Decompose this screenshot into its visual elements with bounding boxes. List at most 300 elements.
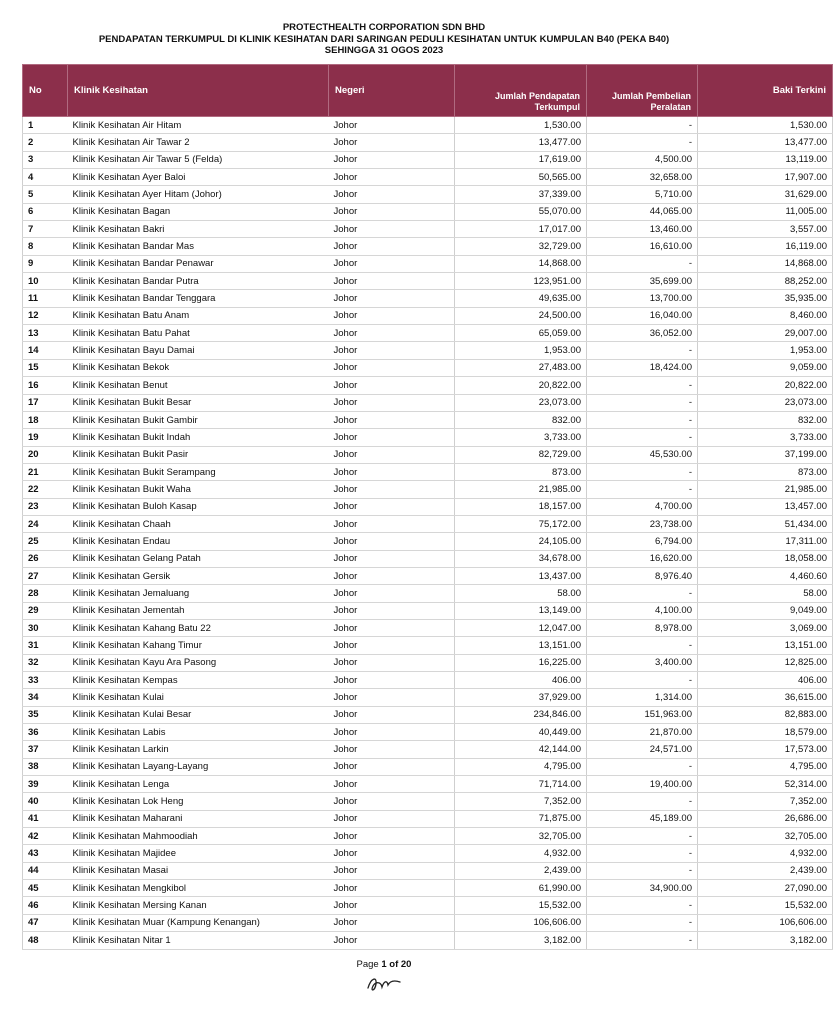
cell-klinik: Klinik Kesihatan Gelang Patah [68, 550, 329, 567]
cell-negeri: Johor [329, 619, 455, 636]
cell-no: 35 [23, 706, 68, 723]
cell-pembelian: 6,794.00 [587, 533, 698, 550]
cell-klinik: Klinik Kesihatan Majidee [68, 845, 329, 862]
cell-baki: 58.00 [698, 585, 833, 602]
cell-baki: 51,434.00 [698, 515, 833, 532]
cell-klinik: Klinik Kesihatan Bukit Gambir [68, 411, 329, 428]
table-row [23, 429, 833, 446]
cell-no: 47 [23, 914, 68, 931]
table-row [23, 810, 833, 827]
cell-klinik: Klinik Kesihatan Kahang Timur [68, 637, 329, 654]
cell-klinik: Klinik Kesihatan Endau [68, 533, 329, 550]
cell-negeri: Johor [329, 186, 455, 203]
cell-pembelian: 19,400.00 [587, 776, 698, 793]
table-row [23, 498, 833, 515]
cell-no: 7 [23, 221, 68, 238]
cell-klinik: Klinik Kesihatan Kahang Batu 22 [68, 619, 329, 636]
cell-pembelian: - [587, 828, 698, 845]
cell-no: 29 [23, 602, 68, 619]
cell-baki: 8,460.00 [698, 307, 833, 324]
cell-klinik: Klinik Kesihatan Layang-Layang [68, 758, 329, 775]
cell-no: 25 [23, 533, 68, 550]
cell-pembelian: 1,314.00 [587, 689, 698, 706]
cell-pembelian: - [587, 429, 698, 446]
page-of: of [389, 959, 399, 970]
column-header-no: No [23, 65, 68, 117]
table-row [23, 446, 833, 463]
page-footer [0, 959, 768, 970]
cell-pendapatan: 4,932.00 [455, 845, 587, 862]
cell-baki: 52,314.00 [698, 776, 833, 793]
cell-baki: 832.00 [698, 411, 833, 428]
table-row [23, 411, 833, 428]
cell-baki: 20,822.00 [698, 377, 833, 394]
table-body [23, 117, 833, 950]
cell-baki: 13,477.00 [698, 134, 833, 151]
cell-baki: 17,573.00 [698, 741, 833, 758]
cell-negeri: Johor [329, 897, 455, 914]
cell-baki: 106,606.00 [698, 914, 833, 931]
cell-pendapatan: 2,439.00 [455, 862, 587, 879]
cell-negeri: Johor [329, 672, 455, 689]
cell-negeri: Johor [329, 776, 455, 793]
cell-negeri: Johor [329, 585, 455, 602]
cell-klinik: Klinik Kesihatan Gersik [68, 567, 329, 584]
cell-klinik: Klinik Kesihatan Mengkibol [68, 880, 329, 897]
cell-negeri: Johor [329, 394, 455, 411]
cell-klinik: Klinik Kesihatan Air Tawar 5 (Felda) [68, 151, 329, 168]
cell-klinik: Klinik Kesihatan Bukit Waha [68, 481, 329, 498]
cell-no: 26 [23, 550, 68, 567]
cell-pendapatan: 23,073.00 [455, 394, 587, 411]
cell-negeri: Johor [329, 307, 455, 324]
cell-klinik: Klinik Kesihatan Ayer Baloi [68, 169, 329, 186]
cell-baki: 29,007.00 [698, 325, 833, 342]
cell-pendapatan: 55,070.00 [455, 203, 587, 220]
cell-pendapatan: 34,678.00 [455, 550, 587, 567]
cell-pembelian: 24,571.00 [587, 741, 698, 758]
cell-negeri: Johor [329, 221, 455, 238]
cell-negeri: Johor [329, 325, 455, 342]
cell-no: 1 [23, 117, 68, 134]
cell-baki: 1,953.00 [698, 342, 833, 359]
cell-baki: 26,686.00 [698, 810, 833, 827]
cell-pembelian: - [587, 914, 698, 931]
cell-pembelian: 45,530.00 [587, 446, 698, 463]
table-row [23, 637, 833, 654]
table-row [23, 290, 833, 307]
cell-no: 3 [23, 151, 68, 168]
cell-klinik: Klinik Kesihatan Bayu Damai [68, 342, 329, 359]
table-row [23, 186, 833, 203]
cell-baki: 36,615.00 [698, 689, 833, 706]
cell-pembelian: 34,900.00 [587, 880, 698, 897]
cell-pendapatan: 873.00 [455, 463, 587, 480]
table-row [23, 602, 833, 619]
cell-pembelian: 35,699.00 [587, 273, 698, 290]
cell-klinik: Klinik Kesihatan Bandar Mas [68, 238, 329, 255]
cell-baki: 27,090.00 [698, 880, 833, 897]
page-label: Page [356, 959, 379, 970]
cell-negeri: Johor [329, 637, 455, 654]
cell-pembelian: - [587, 758, 698, 775]
cell-negeri: Johor [329, 828, 455, 845]
cell-negeri: Johor [329, 169, 455, 186]
cell-klinik: Klinik Kesihatan Labis [68, 724, 329, 741]
cell-klinik: Klinik Kesihatan Bandar Penawar [68, 255, 329, 272]
column-header-baki: Baki Terkini [698, 65, 833, 117]
table-row [23, 862, 833, 879]
cell-pendapatan: 13,149.00 [455, 602, 587, 619]
cell-negeri: Johor [329, 689, 455, 706]
table-row [23, 255, 833, 272]
cell-pendapatan: 82,729.00 [455, 446, 587, 463]
page-total: 20 [400, 959, 412, 970]
cell-pendapatan: 17,017.00 [455, 221, 587, 238]
cell-negeri: Johor [329, 706, 455, 723]
table-row [23, 706, 833, 723]
cell-pembelian: - [587, 255, 698, 272]
cell-no: 30 [23, 619, 68, 636]
table-row [23, 585, 833, 602]
column-header-negeri: Negeri [329, 65, 455, 117]
cell-pendapatan: 17,619.00 [455, 151, 587, 168]
cell-klinik: Klinik Kesihatan Masai [68, 862, 329, 879]
cell-pendapatan: 42,144.00 [455, 741, 587, 758]
cell-pendapatan: 21,985.00 [455, 481, 587, 498]
cell-no: 44 [23, 862, 68, 879]
cell-negeri: Johor [329, 151, 455, 168]
report-date: SEHINGGA 31 OGOS 2023 [324, 45, 444, 56]
cell-negeri: Johor [329, 515, 455, 532]
cell-pembelian: 4,700.00 [587, 498, 698, 515]
cell-klinik: Klinik Kesihatan Jementah [68, 602, 329, 619]
cell-pembelian: 3,400.00 [587, 654, 698, 671]
cell-negeri: Johor [329, 446, 455, 463]
table-row [23, 914, 833, 931]
table-row [23, 221, 833, 238]
cell-klinik: Klinik Kesihatan Maharani [68, 810, 329, 827]
cell-baki: 15,532.00 [698, 897, 833, 914]
cell-baki: 32,705.00 [698, 828, 833, 845]
cell-no: 32 [23, 654, 68, 671]
cell-baki: 3,182.00 [698, 932, 833, 949]
cell-negeri: Johor [329, 411, 455, 428]
cell-no: 23 [23, 498, 68, 515]
table-row [23, 273, 833, 290]
table-row [23, 845, 833, 862]
cell-klinik: Klinik Kesihatan Air Tawar 2 [68, 134, 329, 151]
cell-no: 38 [23, 758, 68, 775]
cell-no: 19 [23, 429, 68, 446]
cell-pendapatan: 406.00 [455, 672, 587, 689]
table-row [23, 307, 833, 324]
table-header [23, 65, 833, 117]
table-row [23, 169, 833, 186]
cell-pembelian: - [587, 862, 698, 879]
cell-baki: 4,932.00 [698, 845, 833, 862]
cell-no: 5 [23, 186, 68, 203]
cell-baki: 18,579.00 [698, 724, 833, 741]
cell-negeri: Johor [329, 810, 455, 827]
cell-baki: 4,460.60 [698, 567, 833, 584]
cell-no: 8 [23, 238, 68, 255]
cell-pembelian: - [587, 463, 698, 480]
cell-no: 17 [23, 394, 68, 411]
cell-baki: 406.00 [698, 672, 833, 689]
cell-negeri: Johor [329, 654, 455, 671]
cell-no: 24 [23, 515, 68, 532]
table-row [23, 689, 833, 706]
cell-no: 41 [23, 810, 68, 827]
cell-no: 34 [23, 689, 68, 706]
cell-pendapatan: 40,449.00 [455, 724, 587, 741]
table-row [23, 359, 833, 376]
cell-negeri: Johor [329, 550, 455, 567]
cell-klinik: Klinik Kesihatan Buloh Kasap [68, 498, 329, 515]
company-name: PROTECTHEALTH CORPORATION SDN BHD [282, 22, 486, 33]
cell-pembelian: - [587, 411, 698, 428]
cell-pembelian: - [587, 377, 698, 394]
cell-pembelian: 21,870.00 [587, 724, 698, 741]
cell-baki: 11,005.00 [698, 203, 833, 220]
cell-pembelian: 44,065.00 [587, 203, 698, 220]
cell-pendapatan: 58.00 [455, 585, 587, 602]
cell-pendapatan: 24,500.00 [455, 307, 587, 324]
table-row [23, 897, 833, 914]
cell-pembelian: 4,100.00 [587, 602, 698, 619]
cell-pembelian: - [587, 637, 698, 654]
cell-baki: 37,199.00 [698, 446, 833, 463]
cell-baki: 3,733.00 [698, 429, 833, 446]
cell-klinik: Klinik Kesihatan Muar (Kampung Kenangan) [68, 914, 329, 931]
cell-klinik: Klinik Kesihatan Kulai Besar [68, 706, 329, 723]
table-row [23, 481, 833, 498]
handwritten-signature [365, 972, 405, 996]
cell-pembelian: 8,978.00 [587, 619, 698, 636]
cell-klinik: Klinik Kesihatan Bandar Tenggara [68, 290, 329, 307]
cell-no: 16 [23, 377, 68, 394]
column-header-pendapatan: Jumlah Pendapatan Terkumpul [455, 65, 587, 117]
cell-pembelian: 16,040.00 [587, 307, 698, 324]
cell-pembelian: 23,738.00 [587, 515, 698, 532]
cell-no: 14 [23, 342, 68, 359]
cell-pembelian: 32,658.00 [587, 169, 698, 186]
cell-pembelian: 45,189.00 [587, 810, 698, 827]
cell-pembelian: - [587, 897, 698, 914]
cell-negeri: Johor [329, 845, 455, 862]
cell-baki: 3,069.00 [698, 619, 833, 636]
table-row [23, 515, 833, 532]
cell-negeri: Johor [329, 567, 455, 584]
cell-no: 31 [23, 637, 68, 654]
cell-baki: 2,439.00 [698, 862, 833, 879]
cell-negeri: Johor [329, 203, 455, 220]
cell-klinik: Klinik Kesihatan Bukit Indah [68, 429, 329, 446]
cell-negeri: Johor [329, 914, 455, 931]
cell-pendapatan: 71,714.00 [455, 776, 587, 793]
cell-negeri: Johor [329, 481, 455, 498]
cell-no: 48 [23, 932, 68, 949]
cell-negeri: Johor [329, 359, 455, 376]
cell-baki: 31,629.00 [698, 186, 833, 203]
cell-negeri: Johor [329, 238, 455, 255]
cell-negeri: Johor [329, 377, 455, 394]
cell-pembelian: - [587, 845, 698, 862]
cell-klinik: Klinik Kesihatan Ayer Hitam (Johor) [68, 186, 329, 203]
cell-no: 43 [23, 845, 68, 862]
cell-klinik: Klinik Kesihatan Kayu Ara Pasong [68, 654, 329, 671]
cell-pembelian: 36,052.00 [587, 325, 698, 342]
cell-baki: 82,883.00 [698, 706, 833, 723]
cell-pendapatan: 13,477.00 [455, 134, 587, 151]
cell-negeri: Johor [329, 290, 455, 307]
table-row [23, 567, 833, 584]
cell-pendapatan: 13,437.00 [455, 567, 587, 584]
cell-pembelian: - [587, 342, 698, 359]
cell-negeri: Johor [329, 342, 455, 359]
cell-klinik: Klinik Kesihatan Nitar 1 [68, 932, 329, 949]
cell-baki: 13,119.00 [698, 151, 833, 168]
table-row [23, 117, 833, 134]
cell-pendapatan: 1,953.00 [455, 342, 587, 359]
cell-pendapatan: 32,705.00 [455, 828, 587, 845]
column-header-klinik: Klinik Kesihatan [68, 65, 329, 117]
cell-baki: 16,119.00 [698, 238, 833, 255]
table-row [23, 932, 833, 949]
cell-pembelian: - [587, 932, 698, 949]
cell-baki: 23,073.00 [698, 394, 833, 411]
cell-negeri: Johor [329, 273, 455, 290]
cell-baki: 7,352.00 [698, 793, 833, 810]
cell-klinik: Klinik Kesihatan Chaah [68, 515, 329, 532]
cell-baki: 4,795.00 [698, 758, 833, 775]
cell-baki: 14,868.00 [698, 255, 833, 272]
cell-no: 12 [23, 307, 68, 324]
cell-pembelian: 5,710.00 [587, 186, 698, 203]
cell-klinik: Klinik Kesihatan Kempas [68, 672, 329, 689]
cell-baki: 17,907.00 [698, 169, 833, 186]
cell-klinik: Klinik Kesihatan Bandar Putra [68, 273, 329, 290]
cell-pendapatan: 18,157.00 [455, 498, 587, 515]
cell-pendapatan: 13,151.00 [455, 637, 587, 654]
table-row [23, 880, 833, 897]
cell-klinik: Klinik Kesihatan Bukit Serampang [68, 463, 329, 480]
cell-baki: 13,457.00 [698, 498, 833, 515]
cell-pendapatan: 106,606.00 [455, 914, 587, 931]
cell-pendapatan: 12,047.00 [455, 619, 587, 636]
cell-pendapatan: 37,929.00 [455, 689, 587, 706]
cell-no: 11 [23, 290, 68, 307]
table-row [23, 550, 833, 567]
cell-pendapatan: 234,846.00 [455, 706, 587, 723]
table-row [23, 758, 833, 775]
cell-negeri: Johor [329, 134, 455, 151]
cell-klinik: Klinik Kesihatan Mersing Kanan [68, 897, 329, 914]
cell-pendapatan: 61,990.00 [455, 880, 587, 897]
table-row [23, 724, 833, 741]
table-row [23, 741, 833, 758]
cell-pendapatan: 832.00 [455, 411, 587, 428]
cell-no: 20 [23, 446, 68, 463]
cell-pembelian: 16,610.00 [587, 238, 698, 255]
cell-pendapatan: 4,795.00 [455, 758, 587, 775]
cell-pendapatan: 24,105.00 [455, 533, 587, 550]
cell-baki: 13,151.00 [698, 637, 833, 654]
cell-pendapatan: 7,352.00 [455, 793, 587, 810]
cell-negeri: Johor [329, 533, 455, 550]
cell-pembelian: - [587, 481, 698, 498]
cell-no: 37 [23, 741, 68, 758]
cell-pembelian: 8,976.40 [587, 567, 698, 584]
cell-pendapatan: 20,822.00 [455, 377, 587, 394]
cell-klinik: Klinik Kesihatan Batu Pahat [68, 325, 329, 342]
cell-negeri: Johor [329, 255, 455, 272]
cell-no: 45 [23, 880, 68, 897]
table-row [23, 377, 833, 394]
cell-klinik: Klinik Kesihatan Larkin [68, 741, 329, 758]
cell-pembelian: 151,963.00 [587, 706, 698, 723]
cell-baki: 9,059.00 [698, 359, 833, 376]
cell-pembelian: - [587, 394, 698, 411]
column-header-pembelian: Jumlah Pembelian Peralatan [587, 65, 698, 117]
cell-klinik: Klinik Kesihatan Bukit Pasir [68, 446, 329, 463]
cell-negeri: Johor [329, 880, 455, 897]
page-current: 1 [381, 959, 387, 970]
cell-baki: 1,530.00 [698, 117, 833, 134]
table-row [23, 325, 833, 342]
cell-no: 40 [23, 793, 68, 810]
cell-negeri: Johor [329, 429, 455, 446]
cell-no: 42 [23, 828, 68, 845]
cell-no: 4 [23, 169, 68, 186]
table-row [23, 672, 833, 689]
cell-pembelian: 4,500.00 [587, 151, 698, 168]
table-row [23, 619, 833, 636]
table-row [23, 533, 833, 550]
cell-baki: 35,935.00 [698, 290, 833, 307]
cell-baki: 12,825.00 [698, 654, 833, 671]
cell-pembelian: 13,700.00 [587, 290, 698, 307]
table-row [23, 828, 833, 845]
cell-no: 27 [23, 567, 68, 584]
table-header-row [23, 65, 833, 117]
cell-negeri: Johor [329, 117, 455, 134]
cell-no: 13 [23, 325, 68, 342]
cell-pendapatan: 3,182.00 [455, 932, 587, 949]
cell-no: 10 [23, 273, 68, 290]
table-row [23, 238, 833, 255]
cell-pendapatan: 50,565.00 [455, 169, 587, 186]
cell-no: 46 [23, 897, 68, 914]
cell-pendapatan: 3,733.00 [455, 429, 587, 446]
cell-no: 18 [23, 411, 68, 428]
cell-pendapatan: 32,729.00 [455, 238, 587, 255]
table-row [23, 776, 833, 793]
clinic-income-table [22, 64, 833, 950]
cell-pendapatan: 75,172.00 [455, 515, 587, 532]
cell-baki: 873.00 [698, 463, 833, 480]
cell-klinik: Klinik Kesihatan Bekok [68, 359, 329, 376]
cell-negeri: Johor [329, 793, 455, 810]
cell-pembelian: 18,424.00 [587, 359, 698, 376]
cell-negeri: Johor [329, 463, 455, 480]
table-row [23, 394, 833, 411]
cell-no: 6 [23, 203, 68, 220]
table-row [23, 342, 833, 359]
cell-no: 33 [23, 672, 68, 689]
cell-klinik: Klinik Kesihatan Jemaluang [68, 585, 329, 602]
